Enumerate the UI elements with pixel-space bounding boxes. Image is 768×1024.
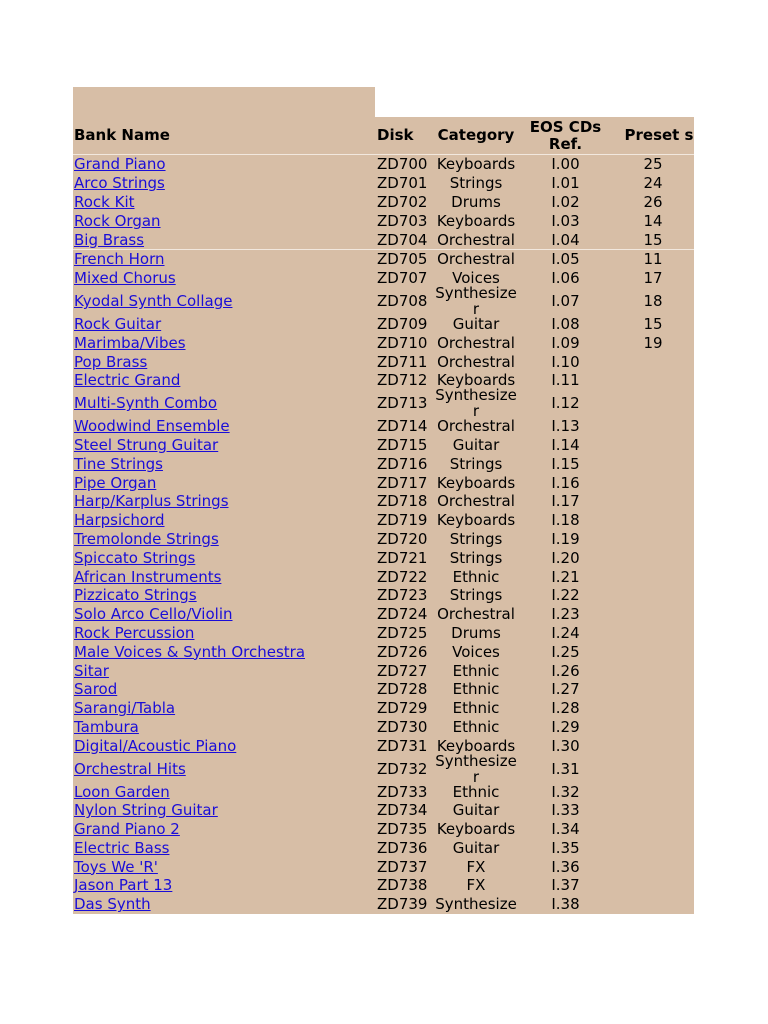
category-cell: Voices [452,643,500,660]
eos-ref-cell: I.21 [551,568,580,585]
table-row [73,174,694,193]
header-bank-name: Bank Name [74,127,170,144]
eos-ref-cell: I.16 [551,474,580,491]
bank-name-cell [73,531,375,547]
table-row [73,230,694,250]
bank-name-cell [73,896,375,912]
bank-name-cell [73,719,375,735]
table-row [73,567,694,586]
disk-cell: ZD730 [377,718,428,735]
eos-ref-cell: I.12 [551,395,580,412]
bank-name-link[interactable]: Solo Arco Cello/Violin [74,606,233,623]
table-row [73,857,694,876]
table-row [73,436,694,455]
table-body [73,155,694,914]
bank-name-link[interactable]: Sarod [74,681,118,698]
table-header-row [73,117,694,155]
bank-name-cell [73,437,375,453]
disk-cell: ZD716 [377,455,428,472]
bank-name-cell [73,859,375,875]
category-cell: Synthesize r [435,387,517,420]
disk-cell: ZD707 [377,270,428,287]
eos-ref-cell: I.11 [551,372,580,389]
category-cell: Keyboards [436,372,516,389]
eos-ref-cell: I.01 [551,175,580,192]
bank-name-link[interactable]: Das Synth [74,896,151,913]
presets-cell: 19 [643,334,663,351]
bank-name-cell [73,644,375,660]
category-cell: Voices [452,270,500,287]
presets-cell: 17 [643,270,663,287]
disk-cell: ZD715 [377,436,428,453]
category-cell: Guitar [452,315,500,332]
category-cell: FX [466,858,486,875]
bank-name-cell [73,354,375,370]
table-row [73,699,694,718]
category-cell: Synthesize r [435,752,517,785]
bank-name-cell [73,625,375,641]
presets-cell: 24 [643,175,663,192]
category-cell: Drums [451,193,501,210]
bank-name-link[interactable]: Rock Organ [74,212,161,229]
category-cell: Synthesize [435,896,517,913]
table-row [73,820,694,839]
table-row [73,736,694,755]
eos-ref-cell: I.34 [551,821,580,838]
disk-cell: ZD737 [377,858,428,875]
table-row [73,876,694,895]
eos-ref-cell: I.37 [551,877,580,894]
eos-ref-cell: I.17 [551,493,580,510]
eos-ref-cell: I.06 [551,270,580,287]
category-cell: Guitar [452,802,500,819]
disk-cell: ZD702 [377,193,428,210]
category-cell: Strings [449,530,503,547]
bank-name-cell [73,475,375,491]
table-row [73,801,694,820]
disk-cell: ZD719 [377,512,428,529]
category-cell: Strings [449,587,503,604]
disk-cell: ZD728 [377,681,428,698]
table-row [73,511,694,530]
table-row [73,605,694,624]
eos-ref-cell: I.15 [551,455,580,472]
disk-cell: ZD739 [377,896,428,913]
disk-cell: ZD725 [377,624,428,641]
bank-name-link[interactable]: Spiccato Strings [74,549,196,566]
eos-ref-cell: I.08 [551,315,580,332]
disk-cell: ZD717 [377,474,428,491]
bank-name-link[interactable]: Digital/Acoustic Piano [74,737,237,754]
category-cell: Ethnic [452,700,500,717]
disk-cell: ZD733 [377,783,428,800]
bank-name-link[interactable]: Rock Percussion [74,624,195,641]
header-category: Category [437,127,515,144]
table-row [73,454,694,473]
eos-ref-cell: I.32 [551,783,580,800]
eos-ref-cell: I.07 [551,293,580,310]
eos-ref-cell: I.23 [551,606,580,623]
eos-ref-cell: I.18 [551,512,580,529]
disk-cell: ZD724 [377,606,428,623]
eos-ref-cell: I.14 [551,436,580,453]
table-row [73,642,694,661]
bank-name-link[interactable]: Rock Kit [74,193,135,210]
bank-name-link[interactable]: Arco Strings [74,175,165,192]
bank-name-cell [73,251,375,267]
bank-name-link[interactable]: Nylon String Guitar [74,802,218,819]
presets-cell: 14 [643,212,663,229]
table-row [73,417,694,436]
category-cell: Orchestral [437,418,515,435]
presets-cell: 11 [643,251,663,268]
disk-cell: ZD720 [377,530,428,547]
disk-cell: ZD736 [377,839,428,856]
disk-cell: ZD735 [377,821,428,838]
bank-name-link[interactable]: Harp/Karplus Strings [74,493,229,510]
category-cell: Orchestral [437,334,515,351]
eos-ref-cell: I.22 [551,587,580,604]
bank-name-cell [73,550,375,566]
disk-cell: ZD701 [377,175,428,192]
category-cell: Keyboards [436,821,516,838]
eos-ref-cell: I.38 [551,896,580,913]
eos-ref-cell: I.13 [551,418,580,435]
eos-ref-cell: I.00 [551,156,580,173]
bank-name-cell [73,738,375,754]
disk-cell: ZD700 [377,156,428,173]
bank-name-cell [73,569,375,585]
table-row [73,333,694,352]
category-cell: FX [466,877,486,894]
category-cell: Orchestral [437,251,515,268]
category-cell: Strings [449,455,503,472]
bank-name-cell [73,270,375,286]
bank-name-link[interactable]: Pop Brass [74,353,148,370]
category-cell: Keyboards [436,212,516,229]
bank-name-cell [73,493,375,509]
bank-name-link[interactable]: Marimba/Vibes [74,334,186,351]
table-row [73,387,694,420]
eos-ref-cell: I.28 [551,700,580,717]
eos-ref-cell: I.25 [551,643,580,660]
category-cell: Ethnic [452,568,500,585]
category-cell: Ethnic [452,662,500,679]
bank-name-link[interactable]: Big Brass [74,231,145,248]
table-row [73,752,694,785]
table-row [73,718,694,737]
bank-name-link[interactable]: Jason Part 13 [74,877,173,894]
disk-cell: ZD722 [377,568,428,585]
disk-cell: ZD711 [377,353,428,370]
eos-ref-cell: I.36 [551,858,580,875]
presets-cell: 15 [643,231,663,248]
header-presets: Preset s [624,127,694,144]
table-row [73,211,694,230]
eos-ref-cell: I.26 [551,662,580,679]
bank-name-cell [73,512,375,528]
table-row [73,269,694,288]
eos-ref-cell: I.24 [551,624,580,641]
category-cell: Guitar [452,436,500,453]
bank-name-link[interactable]: Toys We 'R' [74,858,158,875]
bank-name-link[interactable]: Woodwind Ensemble [74,418,230,435]
bank-name-link[interactable]: Loon Garden [74,783,170,800]
table-row [73,193,694,212]
bank-name-cell [73,372,375,388]
disk-cell: ZD704 [377,231,428,248]
bank-name-cell [73,456,375,472]
category-cell: Ethnic [452,783,500,800]
bank-name-link[interactable]: African Instruments [74,568,222,585]
bank-name-link[interactable]: Kyodal Synth Collage [74,293,233,310]
header-disk: Disk [377,127,414,144]
sound-bank-table [73,117,694,914]
bank-name-cell [73,840,375,856]
table-row [73,352,694,371]
category-cell: Guitar [452,839,500,856]
bank-name-link[interactable]: Rock Guitar [74,315,162,332]
bank-name-link[interactable]: Orchestral Hits [74,760,186,777]
disk-cell: ZD723 [377,587,428,604]
disk-cell: ZD713 [377,395,428,412]
header-eos-ref: EOS CDs Ref. [529,118,602,153]
table-caption-block [73,87,375,117]
table-row [73,285,694,318]
bank-name-cell [73,293,375,309]
category-cell: Orchestral [437,353,515,370]
disk-cell: ZD726 [377,643,428,660]
bank-name-link[interactable]: Pipe Organ [74,474,157,491]
eos-ref-cell: I.31 [551,760,580,777]
eos-ref-cell: I.30 [551,737,580,754]
presets-cell: 15 [643,315,663,332]
bank-name-cell [73,606,375,622]
bank-name-link[interactable]: Electric Grand [74,372,181,389]
eos-ref-cell: I.05 [551,251,580,268]
category-cell: Keyboards [436,474,516,491]
disk-cell: ZD729 [377,700,428,717]
disk-cell: ZD710 [377,334,428,351]
disk-cell: ZD703 [377,212,428,229]
category-cell: Ethnic [452,681,500,698]
category-cell: Synthesize r [435,285,517,318]
bank-name-cell [73,681,375,697]
bank-name-link[interactable]: Grand Piano [74,156,166,173]
bank-name-link[interactable]: Tine Strings [74,455,163,472]
bank-name-cell [73,877,375,893]
table-row [73,624,694,643]
table-row [73,895,694,914]
eos-ref-cell: I.03 [551,212,580,229]
disk-cell: ZD718 [377,493,428,510]
presets-cell: 26 [643,193,663,210]
bank-name-cell [73,175,375,191]
bank-name-cell [73,232,375,248]
table-row [73,315,694,334]
bank-name-cell [73,395,375,411]
category-cell: Orchestral [437,493,515,510]
disk-cell: ZD712 [377,372,428,389]
bank-name-cell [73,335,375,351]
table-row [73,530,694,549]
category-cell: Strings [449,175,503,192]
eos-ref-cell: I.19 [551,530,580,547]
bank-name-cell [73,194,375,210]
category-cell: Orchestral [437,231,515,248]
bank-name-cell [73,587,375,603]
bank-name-link[interactable]: Sarangi/Tabla [74,700,176,717]
bank-name-link[interactable]: French Horn [74,251,165,268]
disk-cell: ZD738 [377,877,428,894]
disk-cell: ZD731 [377,737,428,754]
category-cell: Ethnic [452,718,500,735]
table-row [73,250,694,269]
bank-name-link[interactable]: Electric Bass [74,839,170,856]
eos-ref-cell: I.02 [551,193,580,210]
table-row [73,371,694,390]
category-cell: Keyboards [436,156,516,173]
bank-name-link[interactable]: Grand Piano 2 [74,821,180,838]
eos-ref-cell: I.04 [551,231,580,248]
disk-cell: ZD708 [377,293,428,310]
category-cell: Strings [449,549,503,566]
bank-name-link[interactable]: Male Voices & Synth Orchestra [74,643,306,660]
eos-ref-cell: I.10 [551,353,580,370]
bank-name-cell [73,784,375,800]
bank-name-cell [73,802,375,818]
presets-cell: 25 [643,156,663,173]
category-cell: Keyboards [436,512,516,529]
bank-name-cell [73,213,375,229]
presets-cell: 18 [643,293,663,310]
bank-name-link[interactable]: Steel Strung Guitar [74,436,219,453]
eos-ref-cell: I.27 [551,681,580,698]
table-row [73,548,694,567]
category-cell: Drums [451,624,501,641]
eos-ref-cell: I.29 [551,718,580,735]
bank-name-link[interactable]: Pizzicato Strings [74,587,197,604]
table-row [73,586,694,605]
eos-ref-cell: I.09 [551,334,580,351]
disk-cell: ZD727 [377,662,428,679]
table-row [73,661,694,680]
bank-name-cell [73,821,375,837]
category-cell: Keyboards [436,737,516,754]
bank-name-link[interactable]: Tremolonde Strings [74,530,219,547]
bank-name-cell [73,316,375,332]
category-cell: Orchestral [437,606,515,623]
eos-ref-cell: I.20 [551,549,580,566]
bank-name-cell [73,700,375,716]
disk-cell: ZD732 [377,760,428,777]
disk-cell: ZD734 [377,802,428,819]
table-row [73,155,694,174]
bank-name-cell [73,761,375,777]
bank-name-link[interactable]: Harpsichord [74,512,165,529]
disk-cell: ZD714 [377,418,428,435]
bank-name-link[interactable]: Multi-Synth Combo [74,395,218,412]
eos-ref-cell: I.33 [551,802,580,819]
bank-name-cell [73,663,375,679]
disk-cell: ZD721 [377,549,428,566]
bank-name-link[interactable]: Sitar [74,662,109,679]
eos-ref-cell: I.35 [551,839,580,856]
bank-name-cell [73,418,375,434]
table-row [73,473,694,492]
table-row [73,782,694,801]
bank-name-link[interactable]: Tambura [74,718,139,735]
table-row [73,839,694,858]
bank-name-link[interactable]: Mixed Chorus [74,270,176,287]
disk-cell: ZD709 [377,315,428,332]
table-row [73,680,694,699]
disk-cell: ZD705 [377,251,428,268]
bank-name-cell [73,156,375,172]
table-row [73,492,694,511]
